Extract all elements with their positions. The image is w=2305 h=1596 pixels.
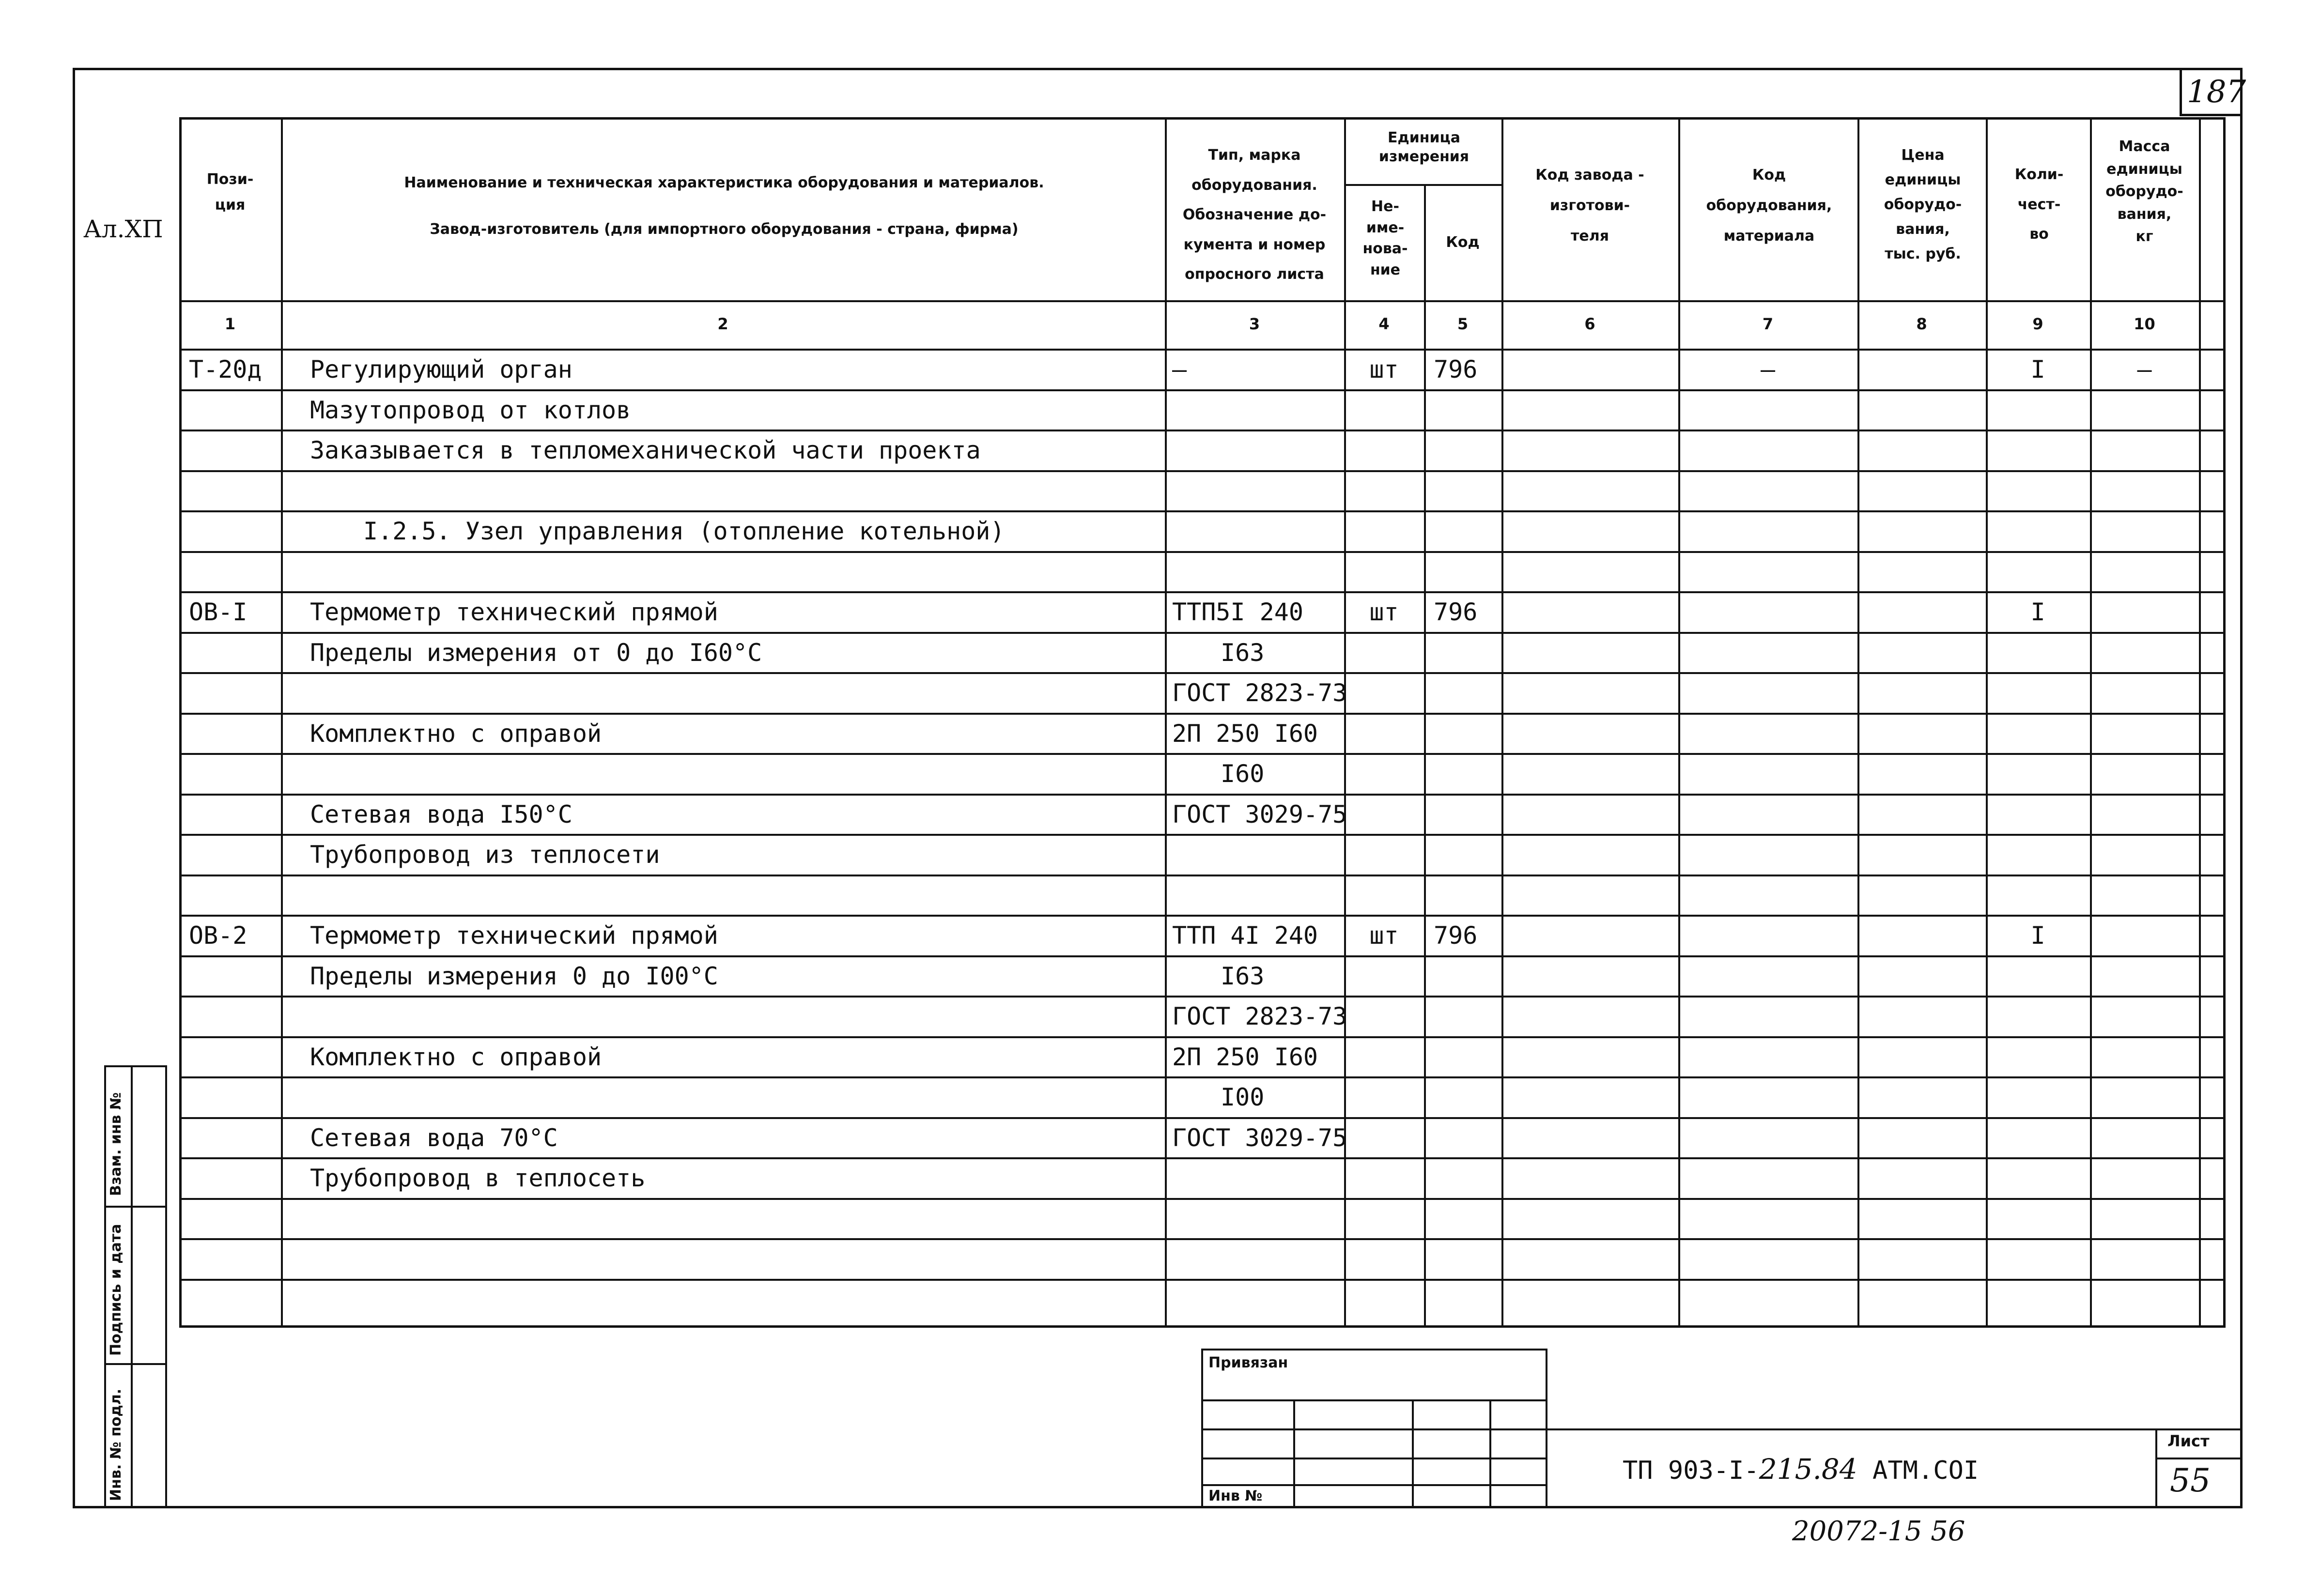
page-number: 187 bbox=[2187, 74, 2246, 110]
column-divider bbox=[1678, 117, 1680, 1328]
column-divider bbox=[1165, 117, 1167, 1328]
privyazan-label: Привязан bbox=[1208, 1354, 1288, 1371]
column-number: 9 bbox=[2032, 315, 2043, 333]
row-divider bbox=[179, 713, 2226, 715]
col-header-type: Тип, марка оборудования. Обозначение до- кумента и номер опросного листа bbox=[1182, 147, 1327, 283]
column-number: 4 bbox=[1378, 315, 1390, 333]
row-divider bbox=[179, 1076, 2226, 1078]
row-divider bbox=[179, 753, 2226, 755]
row-name: Термометр технический прямой bbox=[310, 598, 718, 626]
row-type: I63 bbox=[1221, 638, 1265, 667]
row-type: I60 bbox=[1221, 760, 1265, 788]
column-number: 2 bbox=[717, 315, 728, 333]
column-divider bbox=[1857, 117, 1859, 1328]
row-name: Трубопровод из теплосети bbox=[310, 841, 660, 869]
col-header-unit-code: Код bbox=[1446, 234, 1480, 251]
row-type: 2П 250 I60 bbox=[1172, 1043, 1318, 1071]
row-divider bbox=[179, 1036, 2226, 1038]
row-unit: шт bbox=[1369, 921, 1399, 950]
side-label-inv-podl: Инв. № подл. bbox=[108, 1388, 124, 1501]
col-header-unit-name: Не- име- нова- ние bbox=[1362, 198, 1408, 278]
row-divider bbox=[179, 915, 2226, 917]
row-divider bbox=[179, 430, 2226, 431]
document-code-prefix: ТП 903-I- bbox=[1623, 1456, 1759, 1485]
row-unit: шт bbox=[1369, 598, 1399, 626]
row-divider bbox=[179, 955, 2226, 957]
row-unit-code: 796 bbox=[1434, 598, 1478, 626]
column-number: 10 bbox=[2134, 315, 2155, 333]
row-divider bbox=[179, 834, 2226, 836]
col-header-name: Наименование и техническая характеристика оборудования и материалов. Завод-изготовитель (для импортного оборудования - страна, фирма) bbox=[404, 174, 1044, 238]
row-divider bbox=[179, 1117, 2226, 1119]
row-type: ТТП 4I 240 bbox=[1172, 921, 1318, 950]
row-name: Комплектно с оправой bbox=[310, 1043, 602, 1071]
row-name: Термометр технический прямой bbox=[310, 921, 718, 950]
row-divider bbox=[179, 632, 2226, 634]
row-type: ГОСТ 3029-75 bbox=[1172, 1123, 1347, 1152]
row-divider bbox=[179, 1238, 2226, 1240]
row-position: ОВ-I bbox=[189, 598, 248, 626]
col-header-factory-code: Код завода - изготови- теля bbox=[1535, 167, 1644, 245]
header-bottom-line bbox=[179, 300, 2226, 302]
inv-number-label: Инв № bbox=[1208, 1488, 1263, 1504]
row-position: ОВ-2 bbox=[189, 921, 248, 950]
column-divider bbox=[1501, 117, 1503, 1328]
column-number: 1 bbox=[224, 315, 236, 333]
row-divider bbox=[179, 794, 2226, 796]
col-header-mass: Масса единицы оборудо- вания, кг bbox=[2105, 138, 2183, 245]
row-name: Мазутопровод от котлов bbox=[310, 396, 631, 424]
column-number: 6 bbox=[1584, 315, 1595, 333]
row-divider bbox=[179, 389, 2226, 391]
row-type: ГОСТ 2823-73 bbox=[1172, 1002, 1347, 1030]
row-divider bbox=[179, 551, 2226, 553]
row-type: – bbox=[1172, 355, 1187, 384]
row-name: Сетевая вода I50°C bbox=[310, 800, 572, 829]
row-name: Пределы измерения от 0 до I60°C bbox=[310, 638, 762, 667]
row-quantity: I bbox=[2030, 598, 2045, 626]
sheet-number: 55 bbox=[2170, 1462, 2211, 1499]
col-header-equipment-code: Код оборудования, материала bbox=[1706, 167, 1832, 245]
document-code-suffix: АТМ.COI bbox=[1872, 1456, 1979, 1485]
row-type: I63 bbox=[1221, 962, 1265, 990]
column-divider bbox=[1424, 184, 1426, 1328]
row-mass: – bbox=[2137, 355, 2152, 384]
side-label-vzam-inv: Взам. инв № bbox=[108, 1092, 124, 1196]
column-divider bbox=[2199, 117, 2201, 1328]
row-equipment-code: – bbox=[1760, 355, 1776, 384]
row-name: Трубопровод в теплосеть bbox=[310, 1164, 646, 1192]
document-code-hand: 215.84 bbox=[1759, 1453, 1857, 1486]
row-divider bbox=[179, 672, 2226, 674]
row-name: Сетевая вода 70°C bbox=[310, 1123, 558, 1152]
row-type: ГОСТ 3029-75 bbox=[1172, 800, 1347, 829]
row-divider bbox=[179, 1198, 2226, 1200]
row-divider bbox=[179, 996, 2226, 998]
side-label-podpis-data: Подпись и дата bbox=[108, 1224, 124, 1356]
row-divider bbox=[179, 510, 2226, 512]
row-divider bbox=[179, 1279, 2226, 1281]
row-quantity: I bbox=[2030, 921, 2045, 950]
col-header-position: Пози- ция bbox=[206, 171, 254, 214]
column-divider bbox=[1986, 117, 1988, 1328]
album-label: Ал.ХП bbox=[83, 215, 163, 243]
document-code bbox=[1623, 1453, 1979, 1486]
col-header-quantity: Коли- чест- во bbox=[2014, 166, 2064, 243]
col-header-unit-group: Единица измерения bbox=[1378, 129, 1470, 165]
row-unit-code: 796 bbox=[1434, 355, 1478, 384]
footer-stamp: 20072-15 56 bbox=[1792, 1516, 1965, 1547]
column-number: 8 bbox=[1916, 315, 1927, 333]
row-type: 2П 250 I60 bbox=[1172, 719, 1318, 748]
column-divider bbox=[2090, 117, 2092, 1328]
row-name: Пределы измерения 0 до I00°C bbox=[310, 962, 718, 990]
row-type: ТТП5I 240 bbox=[1172, 598, 1303, 626]
row-name: Регулирующий орган bbox=[310, 355, 572, 384]
column-number: 7 bbox=[1762, 315, 1774, 333]
column-number: 3 bbox=[1249, 315, 1260, 333]
row-type: ГОСТ 2823-73 bbox=[1172, 679, 1347, 707]
sheet-label: Лист bbox=[2167, 1432, 2210, 1450]
unit-group-divider bbox=[1344, 184, 1501, 186]
row-divider bbox=[179, 875, 2226, 876]
row-divider bbox=[179, 1157, 2226, 1159]
row-name: Комплектно с оправой bbox=[310, 719, 602, 748]
column-divider bbox=[281, 117, 283, 1328]
row-quantity: I bbox=[2030, 355, 2045, 384]
row-name: Заказывается в тепломеханической части проекта bbox=[310, 436, 981, 464]
row-type: I00 bbox=[1221, 1083, 1265, 1111]
row-unit-code: 796 bbox=[1434, 921, 1478, 950]
row-divider bbox=[179, 591, 2226, 593]
row-divider bbox=[179, 470, 2226, 472]
row-unit: шт bbox=[1369, 355, 1399, 384]
row-position: Т-20д bbox=[189, 355, 262, 384]
column-number: 5 bbox=[1457, 315, 1469, 333]
row-name: I.2.5. Узел управления (отопление котельной) bbox=[363, 517, 1005, 545]
column-number-bottom-line bbox=[179, 349, 2226, 351]
col-header-price: Цена единицы оборудо- вания, тыс. руб. bbox=[1884, 147, 1962, 262]
